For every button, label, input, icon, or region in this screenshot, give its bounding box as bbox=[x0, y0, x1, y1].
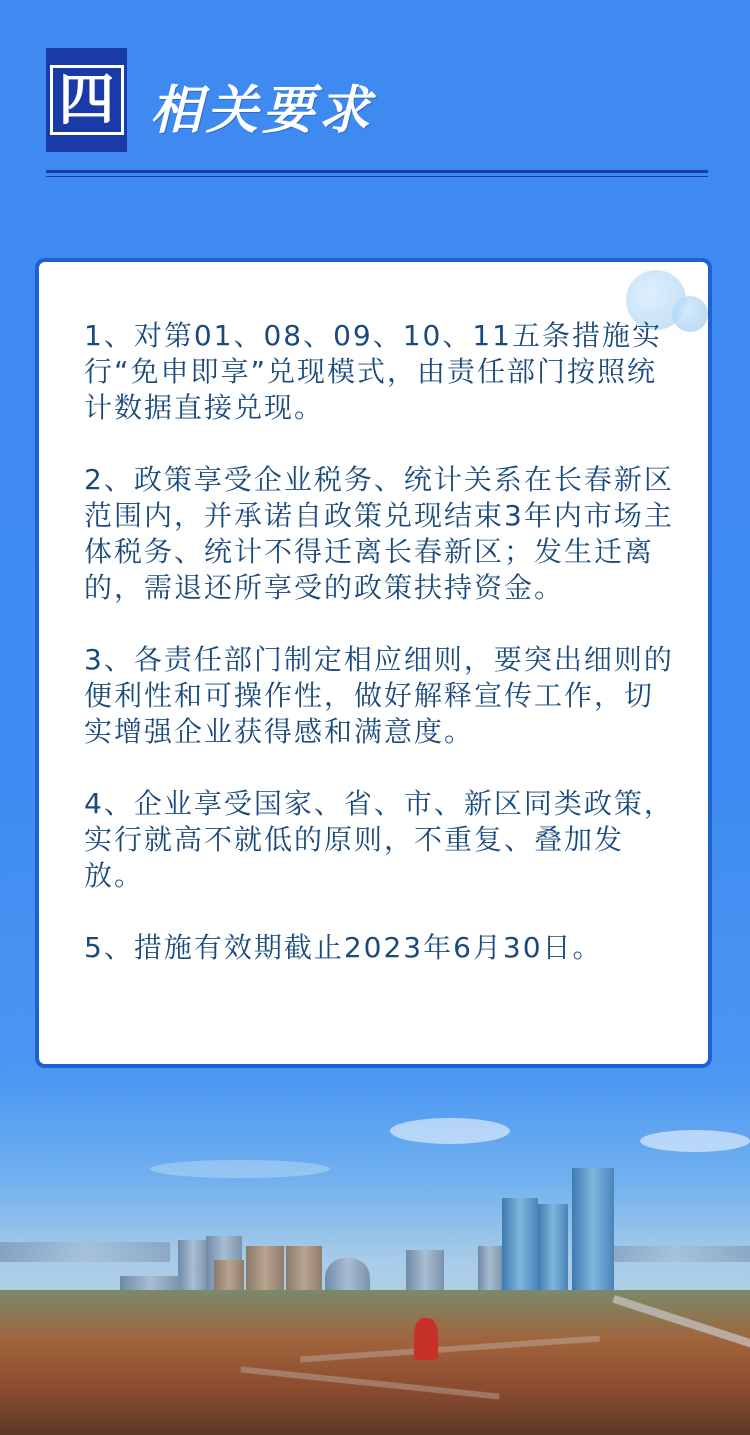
cloud-shape bbox=[390, 1118, 510, 1144]
section-number-badge bbox=[46, 48, 127, 152]
requirement-item-4: 4、企业享受国家、省、市、新区同类政策，实行就高不就低的原则，不重复、叠加发放。 bbox=[84, 787, 674, 892]
red-sculpture bbox=[414, 1318, 438, 1360]
section-title: 相关要求 bbox=[150, 81, 375, 141]
cloud-shape bbox=[150, 1160, 330, 1178]
section-number: 四 bbox=[50, 65, 124, 135]
tower-building bbox=[572, 1168, 614, 1308]
autumn-trees-ground bbox=[0, 1290, 750, 1435]
building bbox=[600, 1246, 750, 1262]
requirement-item-3: 3、各责任部门制定相应细则，要突出细则的便利性和可操作性，做好解释宣传工作，切实增强企业获得感和满意度。 bbox=[84, 643, 674, 748]
title-divider-thin bbox=[46, 176, 708, 177]
requirement-item-5: 5、措施有效期截止2023年6月30日。 bbox=[84, 931, 603, 964]
title-divider bbox=[46, 170, 708, 173]
building bbox=[0, 1242, 170, 1262]
requirements-list bbox=[84, 318, 674, 1002]
cloud-shape bbox=[640, 1130, 750, 1152]
requirement-item-2: 2、政策享受企业税务、统计关系在长春新区范围内，并承诺自政策兑现结束3年内市场主体税务、统计不得迁离长春新区；发生迁离的，需退还所享受的政策扶持资金。 bbox=[84, 463, 674, 604]
requirement-item-1: 1、对第01、08、09、10、11五条措施实行“免申即享”兑现模式，由责任部门按照统计数据直接兑现。 bbox=[84, 319, 662, 424]
decorative-bubble-small-icon bbox=[672, 296, 708, 332]
